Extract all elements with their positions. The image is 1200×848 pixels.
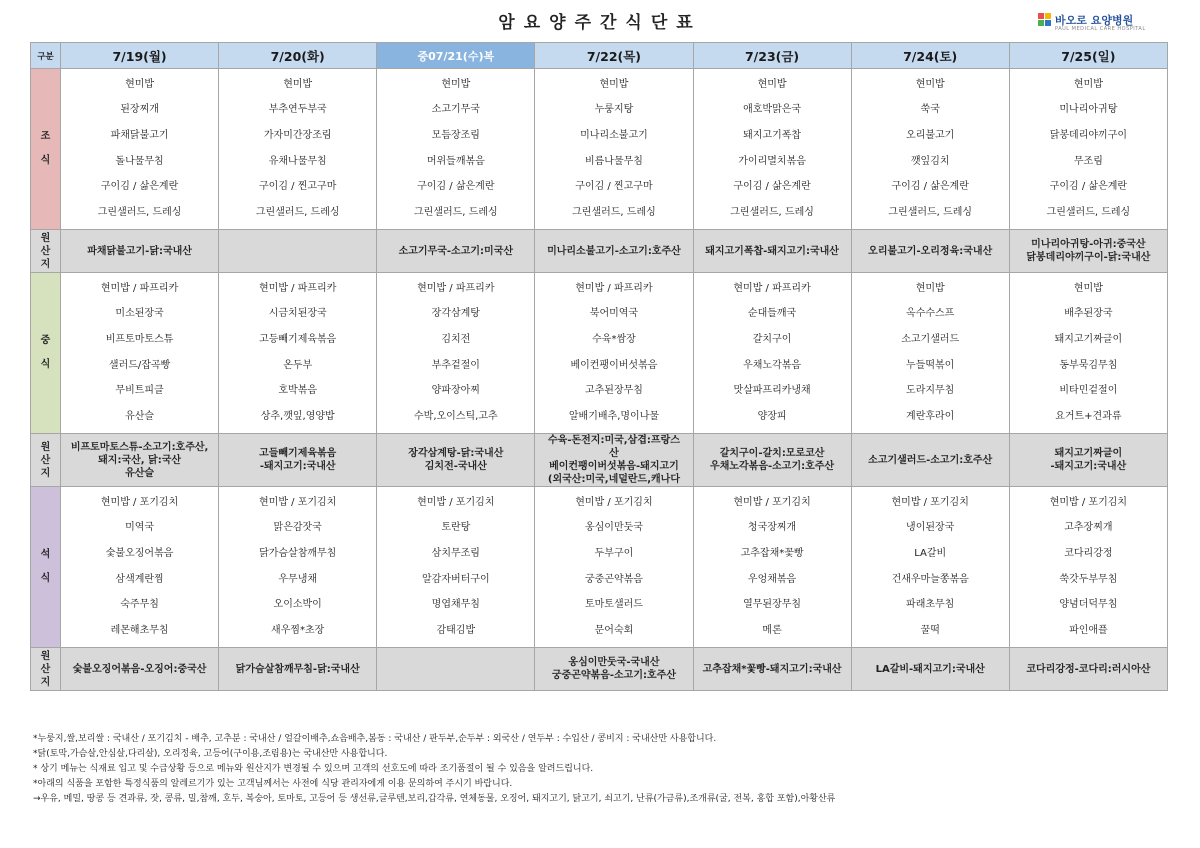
menu-item: 궁중곤약볶음 — [584, 573, 643, 585]
menu-item: 비름나물무침 — [584, 155, 643, 167]
breakfast-origin-cell — [377, 230, 535, 273]
menu-item: 우무냉채 — [278, 573, 318, 585]
breakfast-origin-cell — [851, 230, 1009, 273]
day-header: 7/25(일) — [1009, 43, 1167, 69]
menu-item: 구이김 / 삶은계란 — [733, 181, 811, 193]
menu-item: 구이김 / 삶은계란 — [891, 181, 969, 193]
menu-item: 닭가슴살참깨무침 — [259, 548, 337, 560]
menu-item: 토란탕 — [441, 522, 471, 534]
menu-item: 유채나물무침 — [268, 155, 327, 167]
origin-line: -돼지고기:국내산 — [259, 461, 336, 472]
menu-item: 깻잎김치 — [910, 155, 950, 167]
breakfast-cell — [693, 69, 851, 230]
origin-line: 미나리소불고기-소고기:호주산 — [547, 245, 681, 257]
menu-item: 구이김 / 찐고구마 — [259, 181, 337, 193]
menu-item: 돼지고기짜글이 — [1054, 334, 1123, 346]
breakfast-origin-cell — [535, 230, 693, 273]
menu-item: 유산슬 — [125, 411, 155, 423]
origin-line: 수육-돈전지:미국,삼겹:프랑스 — [548, 435, 680, 446]
lunch-origin-cell — [219, 434, 377, 487]
menu-item: 현미밥 — [757, 78, 787, 90]
menu-item: 옥수수스프 — [906, 308, 955, 320]
menu-item: 미나리아귀탕 — [1059, 104, 1118, 116]
menu-item: 도라지무침 — [906, 385, 955, 397]
menu-item: 요거트+견과류 — [1055, 411, 1122, 423]
day-header: 7/20(화) — [219, 43, 377, 69]
menu-item: 옹심이만둣국 — [584, 522, 643, 534]
dinner-cell — [535, 487, 693, 648]
menu-item: 애호박맑은국 — [743, 104, 802, 116]
menu-item: 열무된장무침 — [743, 599, 802, 611]
lunch-cell — [851, 273, 1009, 434]
origin-line: (외국산:미국,네덜란드,캐나다 — [547, 474, 680, 485]
origin-line: 베이컨팽이버섯볶음-돼지고기 — [549, 461, 679, 472]
note-line: →우유, 메밀, 땅콩 등 견과류, 잣, 콩류, 밀,참깨, 호두, 복숭아, 토마토, 고등어 등 생선류,글루텐,보리,갑각류, 연체동물, 오징어, 돼지고기, 닭고기, 쇠고기, 난류(가금류),조개류(굴, 전복, 홍합 포함),아황산류 — [33, 794, 836, 804]
origin-line: 소고기샐러드-소고기:호주산 — [868, 454, 993, 466]
dinner-row — [31, 487, 1168, 648]
breakfast-cell — [377, 69, 535, 230]
dinner-cell — [851, 487, 1009, 648]
menu-item: 알감자버터구이 — [422, 573, 490, 585]
menu-item: 고추장찌개 — [1064, 522, 1113, 534]
menu-item: 시금치된장국 — [268, 308, 327, 320]
dinner-origin-label — [31, 648, 61, 691]
menu-item: 새우찜*초장 — [271, 625, 325, 637]
dinner-cell — [1009, 487, 1167, 648]
dinner-origin-cell — [1009, 648, 1167, 691]
menu-item: 수육*쌈장 — [592, 334, 636, 346]
menu-item: 돼지고기폭찹 — [743, 130, 802, 142]
menu-item: 무비트피클 — [115, 385, 164, 397]
notes-section — [33, 732, 835, 807]
label-char: 산 — [40, 663, 51, 675]
menu-item: 구이김 / 삶은계란 — [417, 181, 495, 193]
origin-line: 미나리아귀탕-아귀:중국산 — [1031, 239, 1146, 250]
origin-line: 옹심이만둣국-국내산 — [568, 657, 660, 668]
menu-item: 가자미간장조림 — [263, 130, 332, 142]
origin-line: 소고기무국-소고기:미국산 — [398, 245, 514, 257]
dinner-cell — [219, 487, 377, 648]
menu-item: 배추된장국 — [1064, 308, 1113, 320]
dinner-origin-cell — [219, 648, 377, 691]
origin-line: 돼지고기폭찹-돼지고기:국내산 — [705, 245, 839, 257]
menu-item: 현미밥 / 파프리카 — [417, 282, 495, 294]
menu-item: 구이김 / 삶은계란 — [1049, 181, 1128, 193]
menu-item: 쑥국 — [920, 104, 940, 116]
breakfast-label — [31, 69, 61, 230]
origin-line: 고들빼기제육볶음 — [259, 448, 337, 459]
origin-line: 김치전-국내산 — [424, 461, 487, 472]
menu-item: 현미밥 — [599, 78, 629, 90]
breakfast-origin-cell — [693, 230, 851, 273]
day-header: 7/19(월) — [61, 43, 219, 69]
menu-item: 코다리강정 — [1064, 548, 1113, 560]
lunch-origin-cell — [377, 434, 535, 487]
menu-item: 현미밥 — [1073, 78, 1103, 90]
menu-item: 호박볶음 — [278, 385, 318, 397]
menu-item: 동부묵김무침 — [1059, 359, 1118, 371]
origin-line: 돼지고기짜글이 — [1054, 448, 1123, 459]
lunch-cell — [535, 273, 693, 434]
lunch-cell — [61, 273, 219, 434]
day-header: 중07/21(수)복 — [377, 43, 535, 69]
menu-item: 삼색계란찜 — [115, 573, 164, 585]
menu-item: 가이리멸치볶음 — [738, 155, 806, 167]
menu-item: 현미밥 / 포기김치 — [100, 496, 179, 508]
lunch-cell — [219, 273, 377, 434]
menu-item: 현미밥 / 포기김치 — [259, 496, 337, 508]
menu-item: 그린샐러드, 드레싱 — [730, 207, 814, 219]
menu-item: 양장피 — [757, 411, 787, 423]
breakfast-origin-cell — [1009, 230, 1167, 273]
label-char: 식 — [40, 573, 51, 584]
origin-line: 비프토마토스튜-소고기:호주산, — [70, 441, 209, 453]
menu-item: 삼치무조림 — [431, 548, 480, 560]
menu-item: 비타민겉절이 — [1059, 385, 1118, 397]
menu-item: 북어미역국 — [589, 308, 639, 320]
menu-item: 그린샐러드, 드레싱 — [414, 207, 498, 219]
label-char: 원 — [40, 650, 51, 662]
menu-item: 알배기배추,명이나물 — [568, 411, 660, 423]
menu-item: 부추연두부국 — [268, 104, 327, 116]
lunch-origin-cell — [535, 434, 693, 487]
lunch-row — [31, 273, 1168, 434]
menu-item: 현미밥 — [915, 282, 945, 294]
menu-item: 수박,오이스틱,고추 — [414, 411, 498, 423]
logo-mark-icon — [1038, 13, 1052, 27]
menu-item: 모듬장조림 — [431, 130, 480, 142]
lunch-cell — [377, 273, 535, 434]
menu-item: 양념더덕무침 — [1059, 599, 1118, 611]
origin-line: 고추잡채*꽃빵-돼지고기:국내산 — [702, 663, 842, 675]
origin-line: 우채노각볶음-소고기:호주산 — [710, 461, 835, 472]
label-char: 석 — [40, 549, 51, 560]
gubun-header: 구분 — [31, 43, 61, 69]
menu-item: 우엉채볶음 — [747, 573, 797, 585]
menu-item: 숙주무침 — [120, 599, 159, 611]
menu-item: 현미밥 — [441, 78, 471, 90]
label-char: 지 — [40, 676, 51, 688]
breakfast-origin-label — [31, 230, 61, 273]
label-char: 중 — [40, 335, 51, 346]
dinner-origin-row — [31, 648, 1168, 691]
menu-item: 그린샐러드, 드레싱 — [888, 207, 973, 219]
menu-item: 냉이된장국 — [906, 522, 955, 534]
menu-item: 누룽지탕 — [594, 104, 634, 116]
lunch-cell — [693, 273, 851, 434]
menu-item: 문어숙회 — [594, 625, 634, 637]
menu-item: 그린샐러드, 드레싱 — [255, 207, 340, 219]
dinner-origin-cell — [851, 648, 1009, 691]
lunch-origin-cell — [851, 434, 1009, 487]
logo-subtitle: PAUL MEDICAL CARE HOSPITAL — [1055, 26, 1146, 32]
label-char: 원 — [40, 232, 51, 244]
menu-item: 현미밥 / 파프리카 — [733, 282, 811, 294]
label-char: 지 — [40, 258, 51, 270]
menu-item: 비프토마토스튜 — [105, 334, 174, 346]
menu-item: 감태김밥 — [436, 625, 476, 637]
menu-item: 부추겉절이 — [431, 359, 480, 371]
menu-item: 숯불오징어볶음 — [105, 548, 174, 560]
menu-item: 소고기무국 — [431, 104, 480, 116]
dinner-origin-cell — [61, 648, 219, 691]
menu-item: 꿀떡 — [920, 625, 940, 637]
origin-line: 파채닭불고기-닭:국내산 — [87, 245, 192, 257]
breakfast-row — [31, 69, 1168, 230]
breakfast-origin-cell — [219, 230, 377, 273]
menu-item: 돌나물무침 — [115, 155, 164, 167]
label-char: 원 — [40, 441, 51, 453]
menu-item: 미소된장국 — [115, 308, 164, 320]
menu-item: 닭봉데리야끼구이 — [1049, 130, 1128, 142]
menu-item: 맛살파프리카냉채 — [733, 385, 811, 397]
breakfast-cell — [61, 69, 219, 230]
label-char: 식 — [40, 359, 51, 370]
label-char: 조 — [40, 131, 51, 142]
menu-item: 현미밥 — [1073, 282, 1103, 294]
origin-line: 유산슬 — [125, 467, 155, 479]
menu-item: 머위들깨볶음 — [426, 155, 485, 167]
dinner-origin-cell — [693, 648, 851, 691]
menu-item: 고추잡채*꽃빵 — [740, 548, 804, 560]
origin-line: 돼지:국산, 닭:국산 — [98, 454, 182, 466]
menu-item: 현미밥 — [915, 78, 945, 90]
menu-item: 샐러드/잡곡빵 — [108, 359, 171, 371]
weekly-menu-table — [30, 42, 1168, 691]
menu-item: 현미밥 / 포기김치 — [733, 496, 811, 508]
dinner-origin-cell — [377, 648, 535, 691]
menu-item: 명엽채무침 — [431, 599, 480, 611]
menu-item: 건새우마늘쫑볶음 — [891, 573, 969, 585]
menu-item: 온두부 — [283, 359, 313, 371]
menu-item: 고등빼기제육볶음 — [259, 334, 337, 346]
note-line: *닭(토막,가슴살,안심살,다리살), 오리정육, 고등어(구이용,조림용)는 국내산만 사용합니다. — [33, 749, 388, 759]
breakfast-origin-cell — [61, 230, 219, 273]
menu-item: 고추된장무침 — [584, 385, 643, 397]
note-line: *아래의 식품을 포함한 특정식품의 알레르기가 있는 고객님께서는 사전에 식당 관리자에게 이용 문의하여 주시기 바랍니다. — [33, 779, 513, 789]
menu-item: 무조림 — [1073, 155, 1103, 167]
menu-item: 상추,깻잎,영양밥 — [260, 411, 335, 423]
menu-item: 구이김 / 찐고구마 — [575, 181, 653, 193]
menu-item: 현미밥 / 포기김치 — [891, 496, 969, 508]
origin-line: LA갈비-돼지고기:국내산 — [875, 663, 985, 675]
menu-item: 토마토샐러드 — [584, 599, 643, 611]
breakfast-cell — [219, 69, 377, 230]
label-char: 산 — [40, 245, 51, 257]
menu-item: 미역국 — [125, 522, 155, 534]
day-header: 7/24(토) — [851, 43, 1009, 69]
dinner-origin-cell — [535, 648, 693, 691]
lunch-origin-label — [31, 434, 61, 487]
breakfast-cell — [1009, 69, 1167, 230]
origin-line: 궁중곤약볶음-소고기:호주산 — [551, 670, 676, 681]
menu-item: 장각삼계탕 — [431, 308, 480, 320]
menu-item: LA갈비 — [914, 548, 947, 560]
menu-item: 그린샐러드, 드레싱 — [1046, 207, 1131, 219]
menu-item: 그린샐러드, 드레싱 — [97, 207, 182, 219]
label-char: 산 — [40, 454, 51, 466]
logo-name: 바오로 요양병원 — [1055, 14, 1134, 27]
menu-item: 된장찌개 — [120, 104, 159, 116]
menu-item: 현미밥 / 포기김치 — [417, 496, 495, 508]
note-line: *누룽지,쌀,보리쌀 : 국내산 / 포기김치 - 배추, 고추분 : 국내산 / 얼갈이배추,쇼음배추,봄동 : 국내산 / 판두부,순두부 : 외국산 / 연두부 : 수입산 / 콩비지 : 국내산만 사용합니다. — [33, 734, 717, 744]
menu-item: 구이김 / 삶은계란 — [100, 181, 179, 193]
day-header: 7/23(금) — [693, 43, 851, 69]
menu-item: 메론 — [762, 625, 782, 637]
menu-item: 파채닭불고기 — [110, 130, 169, 142]
menu-item: 현미밥 — [125, 78, 155, 90]
breakfast-cell — [851, 69, 1009, 230]
lunch-cell — [1009, 273, 1167, 434]
lunch-label — [31, 273, 61, 434]
lunch-origin-cell — [1009, 434, 1167, 487]
menu-item: 소고기샐러드 — [901, 334, 960, 346]
menu-item: 우채노각볶음 — [743, 359, 802, 371]
lunch-origin-row — [31, 434, 1168, 487]
menu-item: 현미밥 / 파프리카 — [259, 282, 337, 294]
origin-line: 숯불오징어볶음-오징어:중국산 — [72, 663, 207, 675]
breakfast-origin-row — [31, 230, 1168, 273]
menu-item: 파인애플 — [1069, 625, 1108, 637]
menu-item: 현미밥 / 파프리카 — [100, 282, 179, 294]
menu-item: 쑥갓두부무침 — [1059, 573, 1118, 585]
menu-item: 파래초무침 — [906, 599, 955, 611]
origin-line: 장각삼계탕-닭:국내산 — [408, 448, 504, 459]
dinner-label — [31, 487, 61, 648]
menu-item: 누들떡볶이 — [906, 359, 955, 371]
note-line: * 상기 메뉴는 식재료 입고 및 수급상황 등으로 메뉴와 원산지가 변경될 수 있으며 고객의 선호도에 따라 조기품절이 될 수 있음을 알려드립니다. — [33, 764, 594, 774]
breakfast-cell — [535, 69, 693, 230]
label-char: 식 — [40, 155, 51, 166]
menu-item: 현미밥 / 포기김치 — [1049, 496, 1128, 508]
menu-item: 미나리소불고기 — [580, 130, 648, 142]
menu-item: 갈치구이 — [752, 334, 792, 346]
menu-item: 맑은감잣국 — [273, 522, 322, 534]
origin-line: 닭봉데리야끼구이-닭:국내산 — [1026, 252, 1151, 263]
dinner-cell — [693, 487, 851, 648]
origin-line: 닭가슴살참깨무침-닭:국내산 — [235, 663, 360, 675]
menu-item: 레몬해초무침 — [110, 625, 169, 637]
menu-item: 베이컨팽이버섯볶음 — [570, 359, 658, 371]
menu-item: 양파장아찌 — [431, 385, 480, 397]
origin-line: 코다리강정-코다리:러시아산 — [1026, 663, 1151, 675]
origin-line: 갈치구이-갈치:모로코산 — [719, 448, 825, 459]
origin-line: 오리불고기-오리정육:국내산 — [868, 245, 993, 257]
menu-item: 현미밥 / 파프리카 — [575, 282, 653, 294]
lunch-origin-cell — [61, 434, 219, 487]
menu-item: 김치전 — [441, 334, 471, 346]
menu-item: 청국장찌개 — [747, 522, 797, 534]
lunch-origin-cell — [693, 434, 851, 487]
menu-item: 순대들깨국 — [747, 308, 797, 320]
label-char: 지 — [40, 467, 51, 479]
day-header: 7/22(목) — [535, 43, 693, 69]
menu-item: 계란후라이 — [906, 411, 955, 423]
dinner-cell — [61, 487, 219, 648]
header-row — [31, 43, 1168, 69]
dinner-cell — [377, 487, 535, 648]
origin-line: -돼지고기:국내산 — [1050, 461, 1127, 472]
origin-line: 산 — [609, 448, 619, 459]
menu-item: 현미밥 — [283, 78, 313, 90]
page-title: 암요양주간식단표 — [498, 13, 702, 33]
menu-item: 현미밥 / 포기김치 — [575, 496, 653, 508]
menu-item: 오리불고기 — [906, 130, 955, 142]
menu-item: 오이소박이 — [273, 599, 322, 611]
menu-item: 두부구이 — [594, 548, 634, 560]
menu-item: 그린샐러드, 드레싱 — [572, 207, 656, 219]
